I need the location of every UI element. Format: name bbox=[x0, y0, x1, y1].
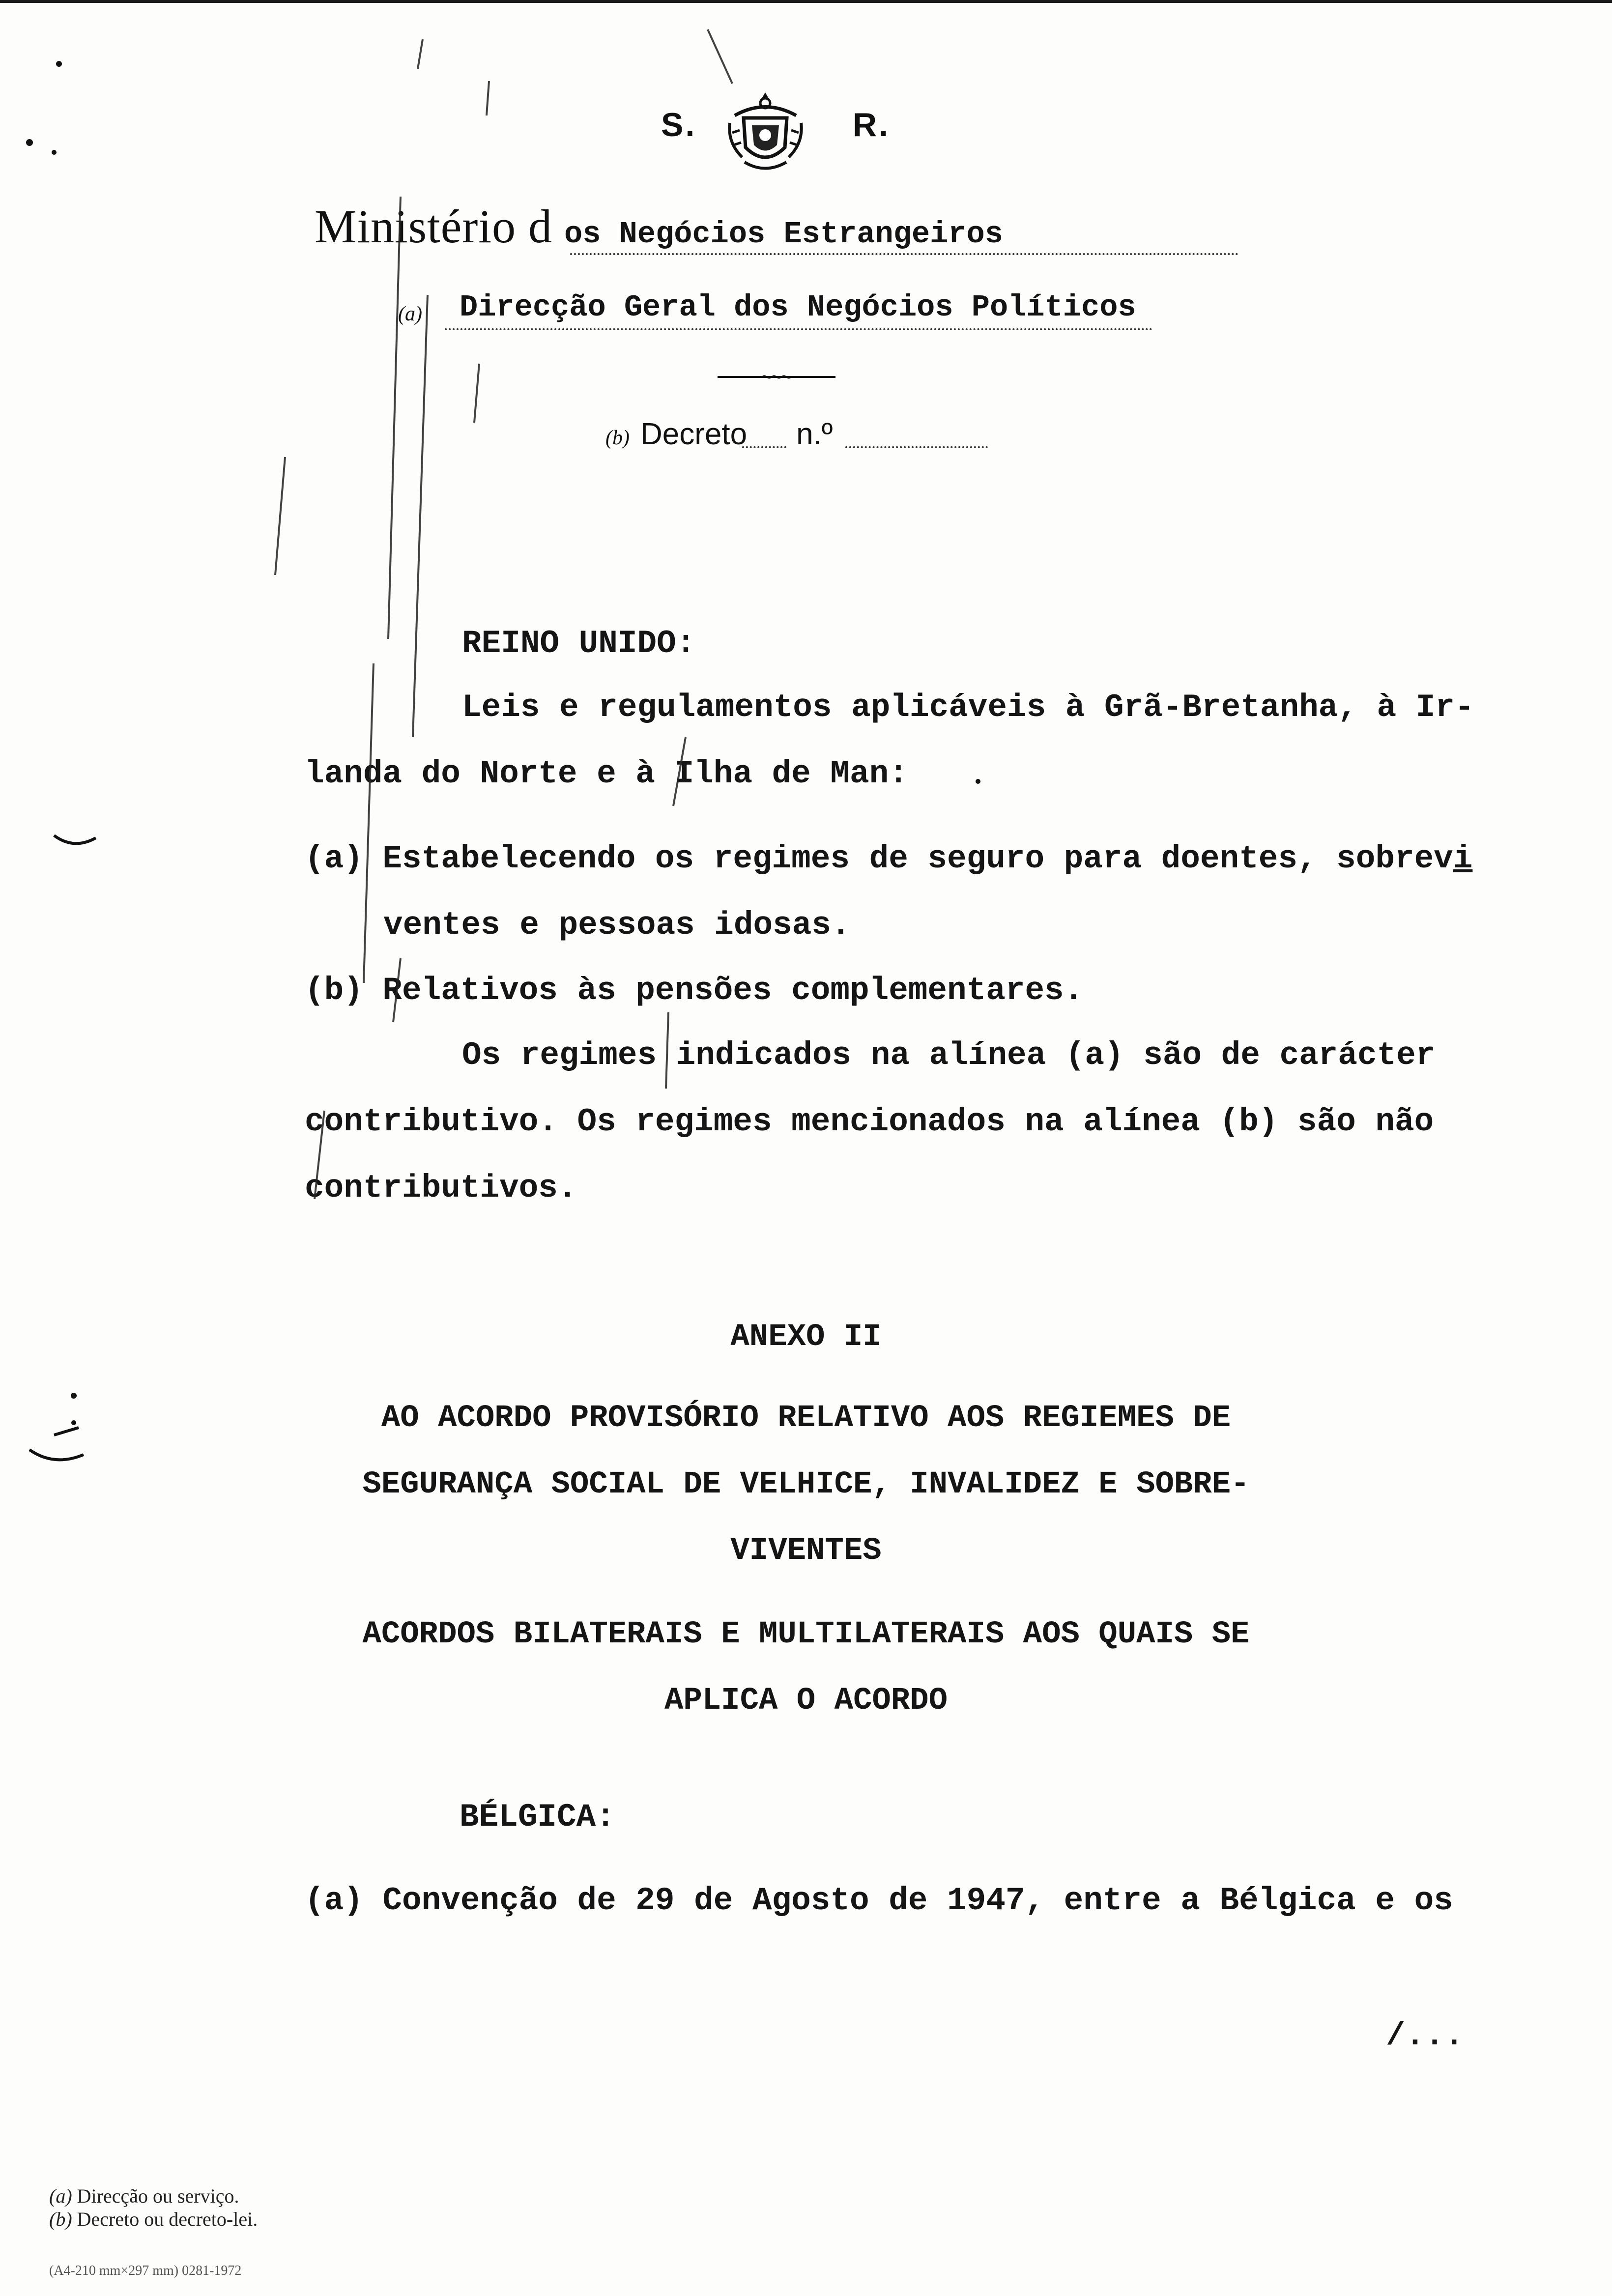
direction-typed-text: Direcção Geral dos Negócios Políticos bbox=[460, 290, 1136, 325]
ministry-dotted-line bbox=[570, 253, 1238, 255]
decreto-line bbox=[605, 417, 833, 452]
body-line-1: Leis e regulamentos aplicáveis à Grã-Bretanha, à Ir- bbox=[462, 689, 1474, 726]
coat-of-arms-icon bbox=[725, 88, 806, 177]
item-a-line bbox=[305, 840, 1472, 877]
letterhead-r: R. bbox=[853, 106, 890, 144]
annex-subtitle-5: APLICA O ACORDO bbox=[664, 1683, 948, 1719]
annex-subtitle-1: AO ACORDO PROVISÓRIO RELATIVO AOS REGIEMES DE bbox=[381, 1401, 1231, 1436]
letterhead-s: S. bbox=[661, 106, 697, 144]
decreto-dotted-line bbox=[742, 446, 786, 448]
ministry-printed-text: Ministério d bbox=[315, 200, 552, 253]
ornament-rule bbox=[718, 374, 835, 379]
paragraph-line-1: Os regimes indicados na alínea (a) são de carácter bbox=[462, 1037, 1436, 1074]
footnote-a bbox=[49, 2184, 239, 2208]
top-edge-rule bbox=[0, 0, 1612, 3]
item-a-underlined-letter: i bbox=[1453, 840, 1473, 877]
print-code: (A4-210 mm×297 mm) 0281-1972 bbox=[49, 2263, 242, 2278]
paragraph-line-3: contributivos. bbox=[305, 1170, 577, 1206]
numero-dotted-line bbox=[845, 446, 988, 448]
body-line-2: landa do Norte e à Ilha de Man: bbox=[305, 755, 908, 792]
item-a-continuation: ventes e pessoas idosas. bbox=[383, 907, 851, 944]
ministry-typed-text: os Negócios Estrangeiros bbox=[564, 217, 1003, 252]
footnote-b-label: (b) bbox=[49, 2208, 72, 2230]
footnote-b-text: Decreto ou decreto-lei. bbox=[77, 2208, 258, 2230]
footnote-b bbox=[49, 2208, 258, 2231]
section-heading-reino-unido: REINO UNIDO: bbox=[462, 625, 696, 662]
continuation-mark: /... bbox=[1386, 2017, 1464, 2054]
decreto-label: Decreto bbox=[640, 417, 748, 451]
ministry-line bbox=[315, 199, 1003, 254]
section-heading-belgica: BÉLGICA: bbox=[460, 1799, 615, 1836]
decreto-field-label: (b) bbox=[605, 427, 630, 449]
annex-subtitle-4: ACORDOS BILATERAIS E MULTILATERAIS AOS QUAIS SE bbox=[362, 1617, 1250, 1652]
annex-subtitle-2: SEGURANÇA SOCIAL DE VELHICE, INVALIDEZ E SOBRE- bbox=[362, 1467, 1250, 1502]
footnote-a-text: Direcção ou serviço. bbox=[77, 2185, 239, 2207]
footnote-a-label: (a) bbox=[49, 2185, 72, 2207]
item-a-text: (a) Estabelecendo os regimes de seguro para doentes, sobrev bbox=[305, 840, 1453, 877]
numero-label: n.º bbox=[796, 417, 833, 451]
annex-title: ANEXO II bbox=[730, 1320, 882, 1355]
item-b-line: (b) Relativos às pensões complementares. bbox=[305, 972, 1084, 1009]
annex-subtitle-3: VIVENTES bbox=[730, 1533, 882, 1569]
direction-dotted-line bbox=[445, 328, 1152, 330]
direction-field-label: (a) bbox=[398, 303, 422, 325]
paragraph-line-2: contributivo. Os regimes mencionados na alínea (b) são não bbox=[305, 1103, 1434, 1140]
belgica-item-a: (a) Convenção de 29 de Agosto de 1947, entre a Bélgica e os bbox=[305, 1882, 1453, 1919]
